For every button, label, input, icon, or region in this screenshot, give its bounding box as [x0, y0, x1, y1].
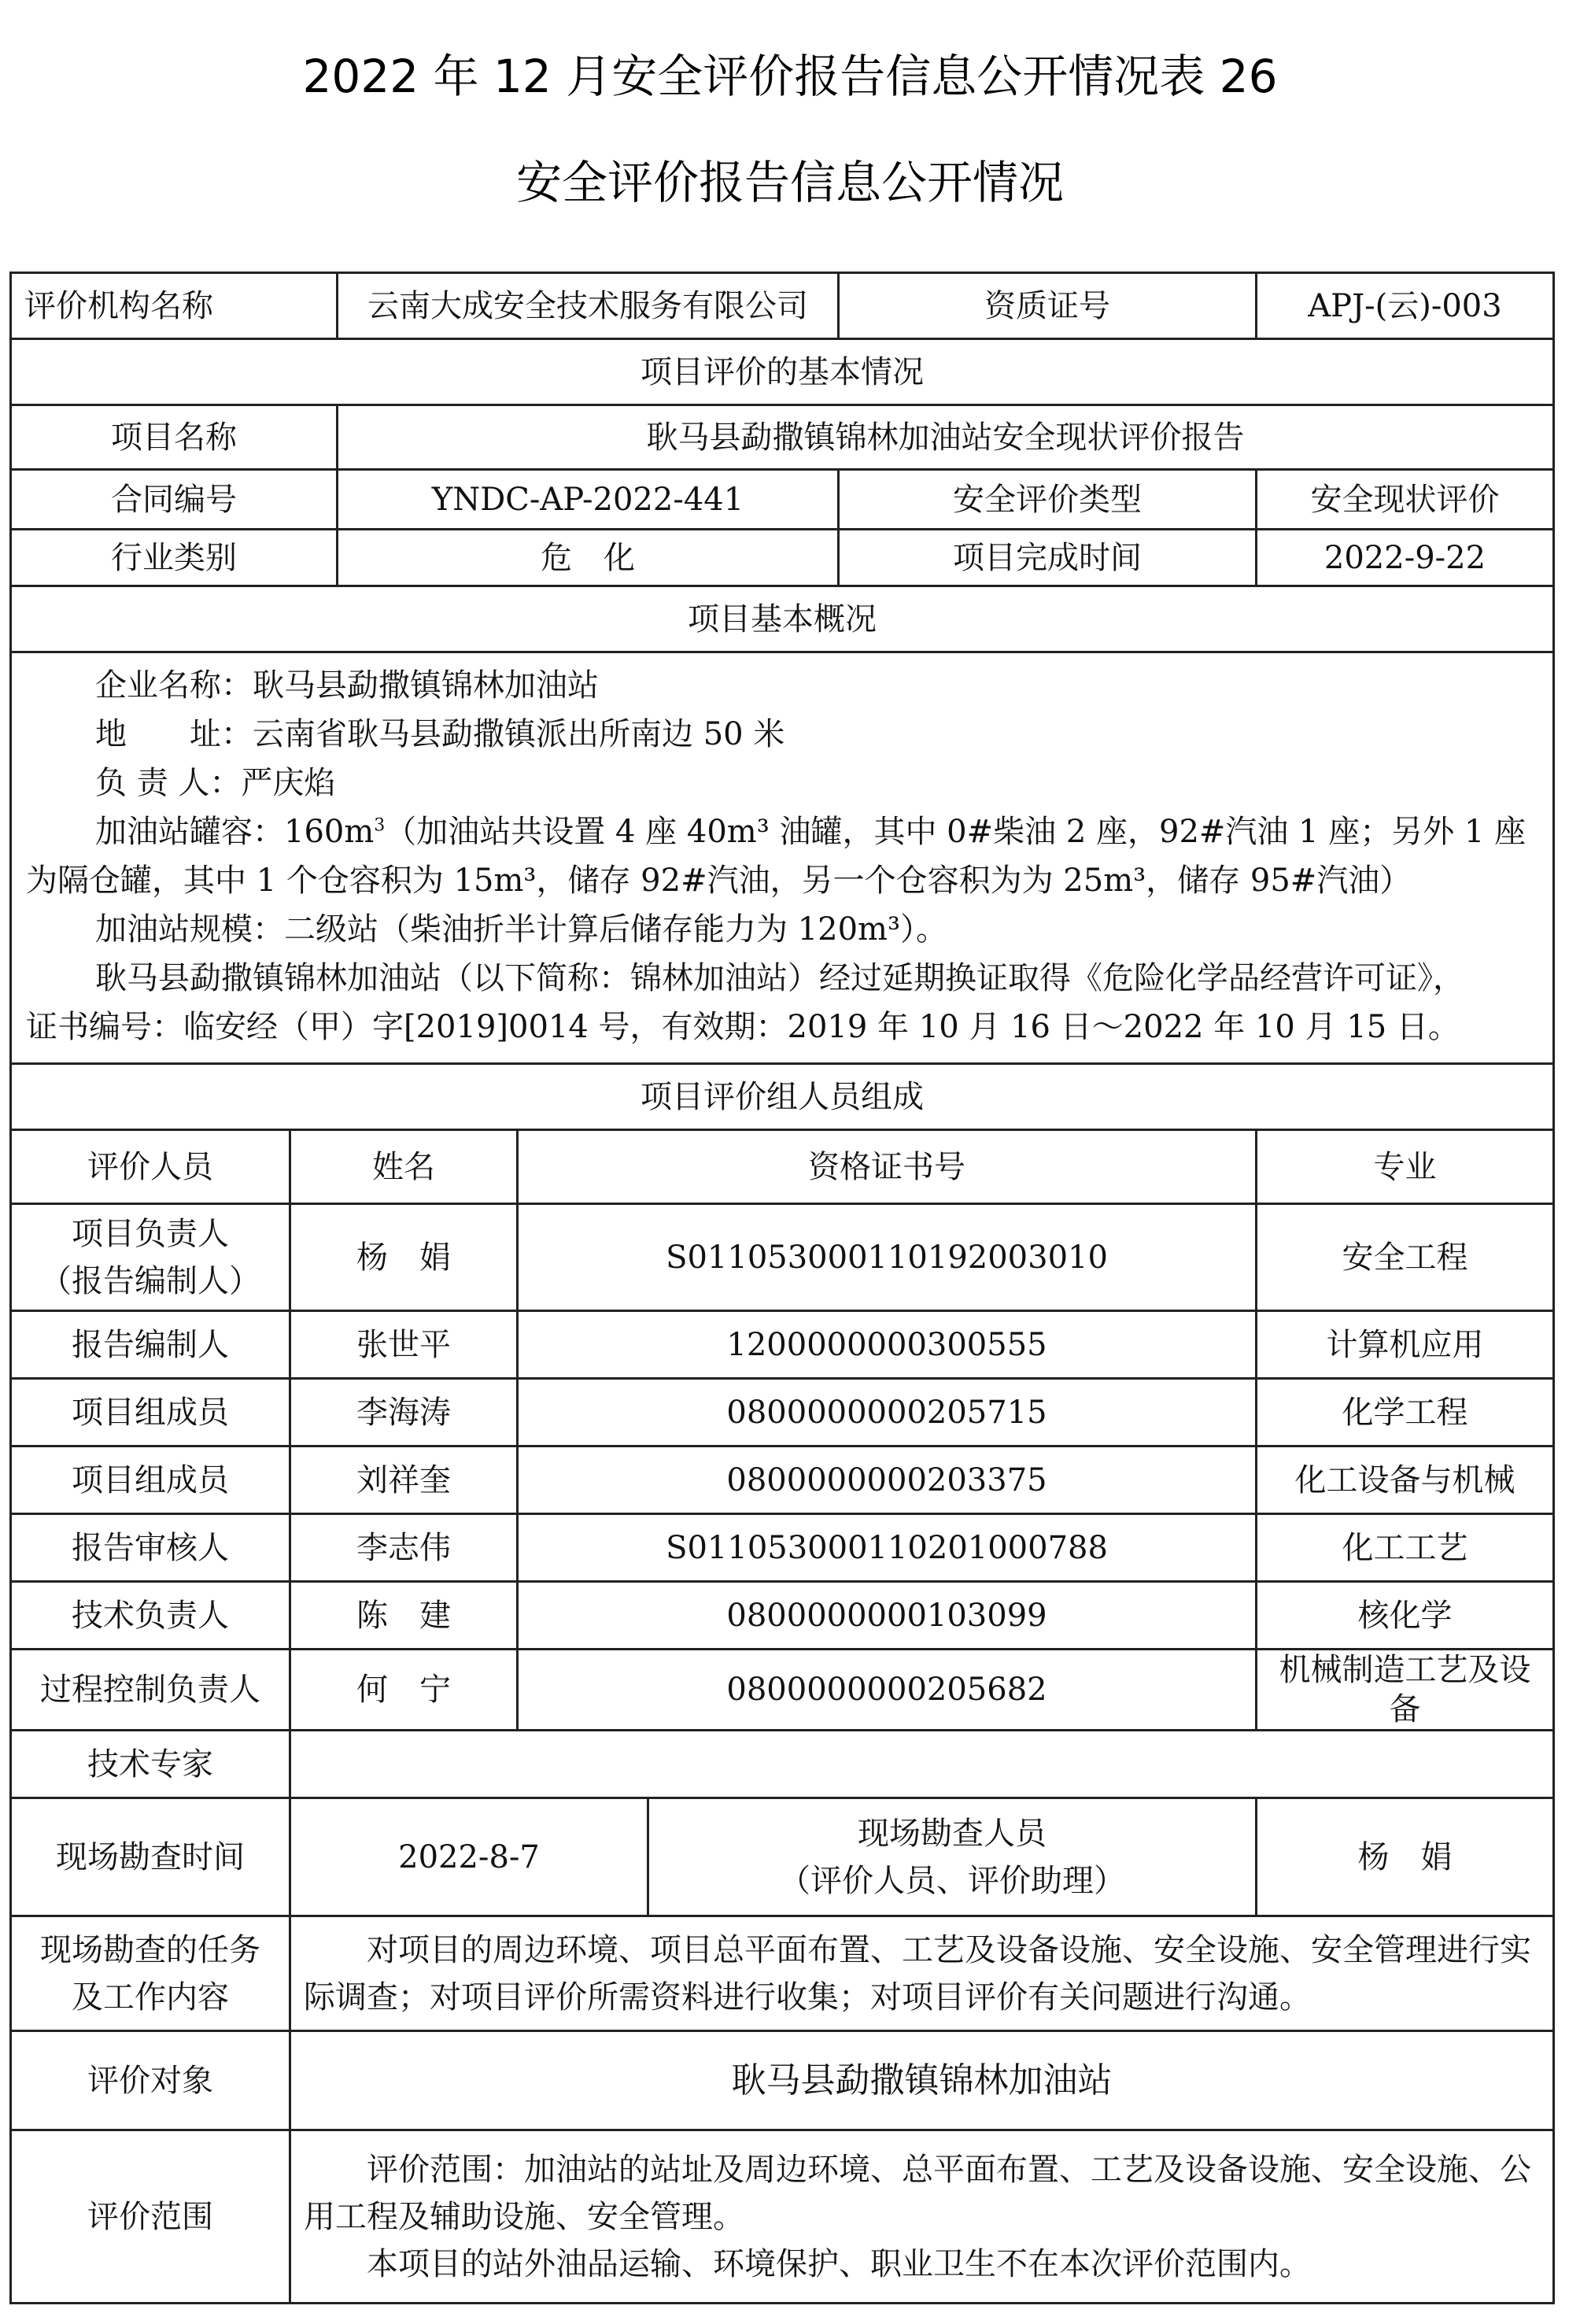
team-role: 项目组成员 — [11, 1379, 290, 1446]
overview-license-b: 证书编号：临安经（甲）字[2019]0014 号，有效期：2019 年 10 月 16 日～2022 年 10 月 15 日。 — [26, 1009, 1460, 1045]
team-name: 李志伟 — [290, 1514, 518, 1582]
expert-row — [11, 1731, 1554, 1798]
section-team-heading: 项目评价组人员组成 — [11, 1064, 1554, 1130]
eval-type-label: 安全评价类型 — [839, 470, 1257, 530]
team-header-cert: 资格证书号 — [518, 1130, 1257, 1204]
team-major: 机械制造工艺及设备 — [1257, 1650, 1554, 1731]
table-row — [11, 1650, 1554, 1731]
survey-people-label — [648, 1798, 1257, 1916]
team-name: 张世平 — [290, 1311, 518, 1379]
team-major: 化学工程 — [1257, 1379, 1554, 1446]
survey-task-text: 对项目的周边环境、项目总平面布置、工艺及设备设施、安全设施、安全管理进行实际调查；对项目评价所需资料进行收集；对项目评价有关问题进行沟通。 — [304, 1931, 1531, 2015]
overview-tank — [26, 807, 1538, 856]
cert-value: APJ-(云)-003 — [1257, 273, 1554, 339]
project-name-value: 耿马县勐撒镇锦林加油站安全现状评价报告 — [338, 405, 1554, 470]
survey-task-label — [11, 1916, 290, 2031]
team-cert: 1200000000300555 — [518, 1311, 1257, 1379]
table-row — [11, 1446, 1554, 1514]
team-role: 项目组成员 — [11, 1446, 290, 1514]
team-role: 报告编制人 — [11, 1311, 290, 1379]
team-name: 李海涛 — [290, 1379, 518, 1446]
table-row — [11, 1204, 1554, 1311]
team-header-row — [11, 1130, 1554, 1204]
table-row — [11, 1582, 1554, 1650]
survey-time-value: 2022-8-7 — [290, 1798, 648, 1916]
disclosure-table — [9, 272, 1555, 2304]
overview-address: 地 址：云南省耿马县勐撒镇派出所南边 50 米 — [95, 716, 785, 752]
page-title: 2022 年 12 月安全评价报告信息公开情况表 26 — [302, 50, 1278, 103]
section-overview-heading: 项目基本概况 — [11, 586, 1554, 652]
overview-tank-detail: （加油站共设置 4 座 40m³ 油罐，其中 0#柴油 2 座，92#汽油 1 座；另外 1 座 — [385, 814, 1526, 850]
expert-value — [290, 1731, 1554, 1798]
team-name: 何 宁 — [290, 1650, 518, 1731]
overview-license-a: 耿马县勐撒镇锦林加油站（以下简称：锦林加油站）经过延期换证取得《危险化学品经营许可证》， — [95, 960, 1464, 996]
cert-label: 资质证号 — [839, 273, 1257, 339]
survey-task-value — [290, 1916, 1554, 2031]
team-cert: 0800000000203375 — [518, 1446, 1257, 1514]
eval-object-value: 耿马县勐撒镇锦林加油站 — [290, 2031, 1554, 2130]
team-role — [11, 1204, 290, 1311]
eval-scope-para2: 本项目的站外油品运输、环境保护、职业卫生不在本次评价范围内。 — [367, 2245, 1311, 2282]
team-header-name: 姓名 — [290, 1130, 518, 1204]
team-major: 计算机应用 — [1257, 1311, 1554, 1379]
scope-row — [11, 2130, 1554, 2304]
org-row — [11, 273, 1554, 339]
industry-value: 危 化 — [338, 530, 839, 586]
team-cert: S011053000110201000788 — [518, 1514, 1257, 1582]
eval-scope-label: 评价范围 — [11, 2130, 290, 2304]
finish-time-label: 项目完成时间 — [839, 530, 1257, 586]
survey-row — [11, 1798, 1554, 1916]
org-value: 云南大成安全技术服务有限公司 — [338, 273, 839, 339]
team-major: 核化学 — [1257, 1582, 1554, 1650]
task-row — [11, 1916, 1554, 2031]
team-name: 陈 建 — [290, 1582, 518, 1650]
team-major: 化工工艺 — [1257, 1514, 1554, 1582]
team-header-major: 专业 — [1257, 1130, 1554, 1204]
team-major: 化工设备与机械 — [1257, 1446, 1554, 1514]
overview-company: 企业名称：耿马县勐撒镇锦林加油站 — [95, 667, 599, 704]
eval-type-value: 安全现状评价 — [1257, 470, 1554, 530]
eval-scope-value — [290, 2130, 1554, 2304]
survey-task-label-line1: 现场勘查的任务 — [40, 1931, 260, 1968]
overview-person: 负 责 人：严庆焰 — [95, 765, 336, 801]
overview-scale: 加油站规模：二级站（柴油折半计算后储存能力为 120m³）。 — [95, 911, 948, 948]
team-cert: 0800000000103099 — [518, 1582, 1257, 1650]
industry-label: 行业类别 — [11, 530, 338, 586]
overview-tank-capacity: 加油站罐容：160m — [95, 814, 375, 850]
eval-scope-para1: 评价范围：加油站的站址及周边环境、总平面布置、工艺及设备设施、安全设施、公用工程及辅助设施、安全管理。 — [304, 2151, 1531, 2235]
table-row — [11, 1311, 1554, 1379]
team-cert: 0800000000205682 — [518, 1650, 1257, 1731]
team-name: 杨 娟 — [290, 1204, 518, 1311]
survey-people-value: 杨 娟 — [1257, 1798, 1554, 1916]
survey-people-label-line1: 现场勘查人员 — [858, 1815, 1047, 1852]
team-role: 技术负责人 — [11, 1582, 290, 1650]
survey-time-label: 现场勘查时间 — [11, 1798, 290, 1916]
section-basic-heading: 项目评价的基本情况 — [11, 339, 1554, 405]
team-role-line2: （报告编制人） — [40, 1262, 260, 1299]
survey-task-label-line2: 及工作内容 — [72, 1979, 229, 2015]
team-name: 刘祥奎 — [290, 1446, 518, 1514]
table-row — [11, 1379, 1554, 1446]
team-header-role: 评价人员 — [11, 1130, 290, 1204]
page-subtitle: 安全评价报告信息公开情况 — [515, 156, 1064, 209]
team-role: 过程控制负责人 — [11, 1650, 290, 1731]
org-label: 评价机构名称 — [11, 273, 338, 339]
eval-object-label: 评价对象 — [11, 2031, 290, 2130]
expert-label: 技术专家 — [11, 1731, 290, 1798]
contract-value: YNDC-AP-2022-441 — [338, 470, 839, 530]
overview-tank-cont: 为隔仓罐，其中 1 个仓容积为 15m³，储存 92#汽油，另一个仓容积为为 25m³，储存 95#汽油） — [26, 863, 1412, 899]
team-role: 报告审核人 — [11, 1514, 290, 1582]
object-row — [11, 2031, 1554, 2130]
contract-label: 合同编号 — [11, 470, 338, 530]
table-row — [11, 1514, 1554, 1582]
team-major: 安全工程 — [1257, 1204, 1554, 1311]
team-role-line1: 项目负责人 — [72, 1215, 229, 1252]
survey-people-label-line2: （评价人员、评价助理） — [779, 1862, 1125, 1899]
finish-time-value: 2022-9-22 — [1257, 530, 1554, 586]
team-cert: 0800000000205715 — [518, 1379, 1257, 1446]
overview-tank-sup: 3 — [374, 815, 386, 836]
project-overview — [11, 652, 1554, 1064]
project-name-label: 项目名称 — [11, 405, 338, 470]
team-cert: S011053000110192003010 — [518, 1204, 1257, 1311]
